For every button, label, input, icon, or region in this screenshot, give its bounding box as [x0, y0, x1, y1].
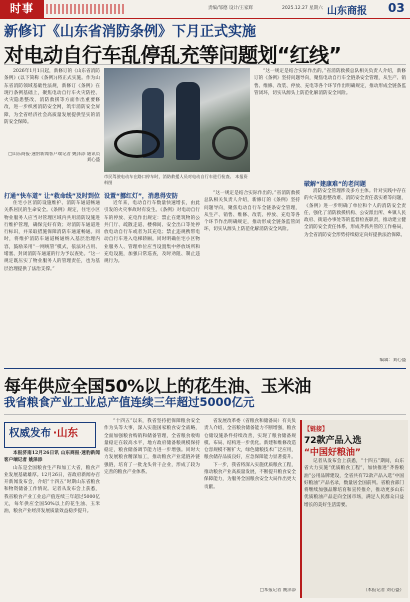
story1-body-1: 住宅小区消防设施维护、消防车通道畅通关系居民的生命安全。《条例》规定，住宅小区物业服务人应当对管理区域内共用消防设施进行维护管理，确保完好有效；对消防车通道进行标识，并采取措施保障消防车通道畅通。同时，将维护消防车通道畅通纳入基层治理内容，鼓励采用“一网统管”模式，依法对占用、堵塞、封闭消防车通道的行为予以查处。“这一规定既压实了物业服务人的管理责任，也为基层治理提供了法治支撑。”	[4, 201, 100, 272]
photo-caption: 市民驾驶电动车在路口停车时，消防救援人员对电动自行车进行检查。 本报资料图	[104, 174, 248, 185]
sidebar-body	[304, 458, 404, 586]
story2-body-4: 下一步，我省将深入实施优质粮食工程，推动粮食产业高质量发展，不断提升粮食安全保障能力，为服务全国粮食安全大局作出更大贡献。	[204, 462, 296, 490]
story1-column-3	[204, 190, 300, 366]
story1-headline: 对电动自行车乱停乱充等问题划“红线”	[4, 43, 342, 67]
editor-credits: 责编/邹德 设计/王家辉	[208, 6, 253, 11]
photo-person	[176, 82, 200, 160]
story2-editor: □本报记者 姚泽添	[259, 588, 296, 593]
story1-body-4: 消防安全管理涉及多方主体。针对实践中存在的火灾隐患整改难、消防安全责任落实难等问题，《条例》进一步明确了单位和个人的消防安全责任，强化了消防救援机构、公安派出所、乡镇人民政府、街道办事处等的监督检查职责，推动建立健全消防安全责任体系，形成齐抓共管的工作格局，为全省消防安全形势持续稳定向好提供法治保障。	[304, 189, 406, 238]
story2-subheadline: 我省粮食产业工业总产值连续三年超过5000亿元	[4, 395, 255, 409]
story1-subhead-2: 设置“挪红灯”，消患得安防	[104, 193, 178, 200]
column-tag-right: ·山东	[53, 427, 78, 439]
story1-column-5	[304, 188, 406, 356]
divider	[4, 64, 406, 65]
divider	[4, 414, 406, 415]
masthead-decoration	[46, 4, 124, 14]
sidebar-tag: 【链接】	[304, 426, 329, 433]
story1-body-4a: “这一规定是结合实际作出的。”省消防救援总队相关负责人介绍，新修订的《条例》坚持问题导向，聚焦电动自行车全链条安全管理，从生产、销售、维修、改装、停放、充电等各个环节作出明确规定，推动形成全链条监管闭环，切实从源头上防范化解消防安全风险。	[254, 69, 406, 96]
story2-body-1: 山东是全国粮食生产和加工大省，粮食产业发展基础雄厚。12月26日，省政府新闻办召开新闻发布会，介绍“十四五”时期山东省粮食和物资储备工作情况。记者从发布会上获悉，我省粮食产业工业总产值连续三年超过5000亿元，每年供应全国50%以上的花生油、玉米油，粮食产业经济发展质量效益稳步提升。	[4, 465, 100, 515]
sidebar-title-2: “中国好粮油”	[304, 448, 361, 458]
story2-column-3	[204, 418, 296, 586]
column-tag	[4, 422, 96, 448]
paper-name: 山东商报	[327, 6, 367, 17]
story2-body-2: “十四五”以来，我省坚持把保障粮食安全作为头等大事，深入实施国家粮食安全战略，全面加强粮食购销和储备管理，全省粮食收购量稳定在较高水平，地方政府储备粮规模保持稳定，粮食储备调节能力进一步增强。同时大力发展粮食精深加工，推动粮食产业延链补链强链，培育了一批龙头骨干企业，形成了较为完善的粮食产业体系。	[104, 419, 200, 476]
story1-column-4	[254, 68, 406, 176]
sidebar-credit: （本报记者 刘心盛）	[363, 588, 404, 593]
story2-column-2	[104, 418, 200, 598]
story1-subhead-3: 破解“建康难”的老问题	[304, 181, 366, 188]
story1-lead	[4, 68, 100, 150]
story1-byline: □山东商报·速豹新闻客户端记者 姚泽添 通讯员 刘心盛	[8, 152, 100, 163]
page-number: 03	[388, 1, 405, 15]
story1-column-2	[104, 200, 200, 366]
section-divider	[4, 368, 406, 369]
story1-column-1	[4, 200, 100, 366]
issue-date: 2025.12.27 星期六	[282, 6, 323, 11]
masthead	[0, 0, 410, 19]
story2-lead-byline: 本报济南12月26日讯 山东商报·速豹新闻客户端记者 姚泽添	[4, 451, 100, 464]
section-tag: 时事	[0, 0, 44, 18]
story1-body-2: 近年来，电动自行车数量快速增长，由此引发的火灾事故时有发生。《条例》对电动自行车的停放、充电作出规定：禁止在建筑物的公共门厅、疏散走道、楼梯间、安全出口等处停放电动自行车或者为其充电；禁止违规携带电动自行车进入电梯轿厢。同时明确住宅小区物业服务人、管理单位应当设置集中停放场所和充电设施，加强日常巡查，及时劝阻、制止违规行为。	[104, 201, 200, 265]
photo-scooter	[212, 126, 248, 160]
story1-body-3: “这一规定是结合实际作出的。”省消防救援总队相关负责人介绍，新修订的《条例》坚持问题导向，聚焦电动自行车全链条安全管理，从生产、销售、维修、改装、停放、充电等各个环节作出明确规定，推动形成全链条监管闭环，切实从源头上防范化解消防安全风险。	[204, 191, 300, 233]
story2-headline: 每年供应全国50%以上的花生油、玉米油	[4, 377, 311, 397]
photo-scooter	[114, 130, 160, 158]
story1-lead-text: 2026年1月1日起，新修订的《山东省消防条例》(以下简称《条例》)将正式实施。作为山东省消防领域基础性法规，新修订《条例》在现行条例基础上，聚焦电动自行车火灾防控、火灾隐患整改、消防救援等方面作出重要修改，进一步织密消防安全网，筑牢消防安全屏障，为全省经济社会高质量发展提供坚实的消防安全保障。	[4, 69, 100, 126]
story2-body-3: 省发展改革委（省粮食和储备局）有关负责人介绍，全省粮食储备能力不断增强，粮食仓储设施条件持续改善，实现了粮食储备规模、布局、结构进一步优化。新建和维修改造仓容规模不断扩大，绿色储粮技术广泛应用，粮食储存品质良好，应急保障能力显著提升。	[204, 419, 296, 461]
sidebar-body-text: 记者从发布会上获悉，“十四五”期间，山东省大力实施“优质粮食工程”，加快推进“齐鲁粮油”公用品牌建设，全省共有72款产品入选“中国好粮油”产品名录，数量居全国前列。省粮食部门将继续加强品牌培育和宣传推介，推动更多山东优质粮油产品走向全国市场，满足人民群众日益增长的美好生活需要。	[304, 459, 404, 508]
story1-subhead-1: 打通“快车道” 让“救命线”及时到位	[4, 193, 100, 200]
story1-kicker: 新修订《山东省消防条例》下月正式实施	[4, 24, 256, 40]
story1-photo	[104, 68, 250, 172]
story1-editor: 编辑：刘心盛	[379, 358, 406, 363]
sidebar-title-1: 72款产品入选	[304, 436, 362, 446]
story2-column-1	[4, 450, 100, 598]
column-tag-left: 权威发布	[9, 427, 51, 439]
